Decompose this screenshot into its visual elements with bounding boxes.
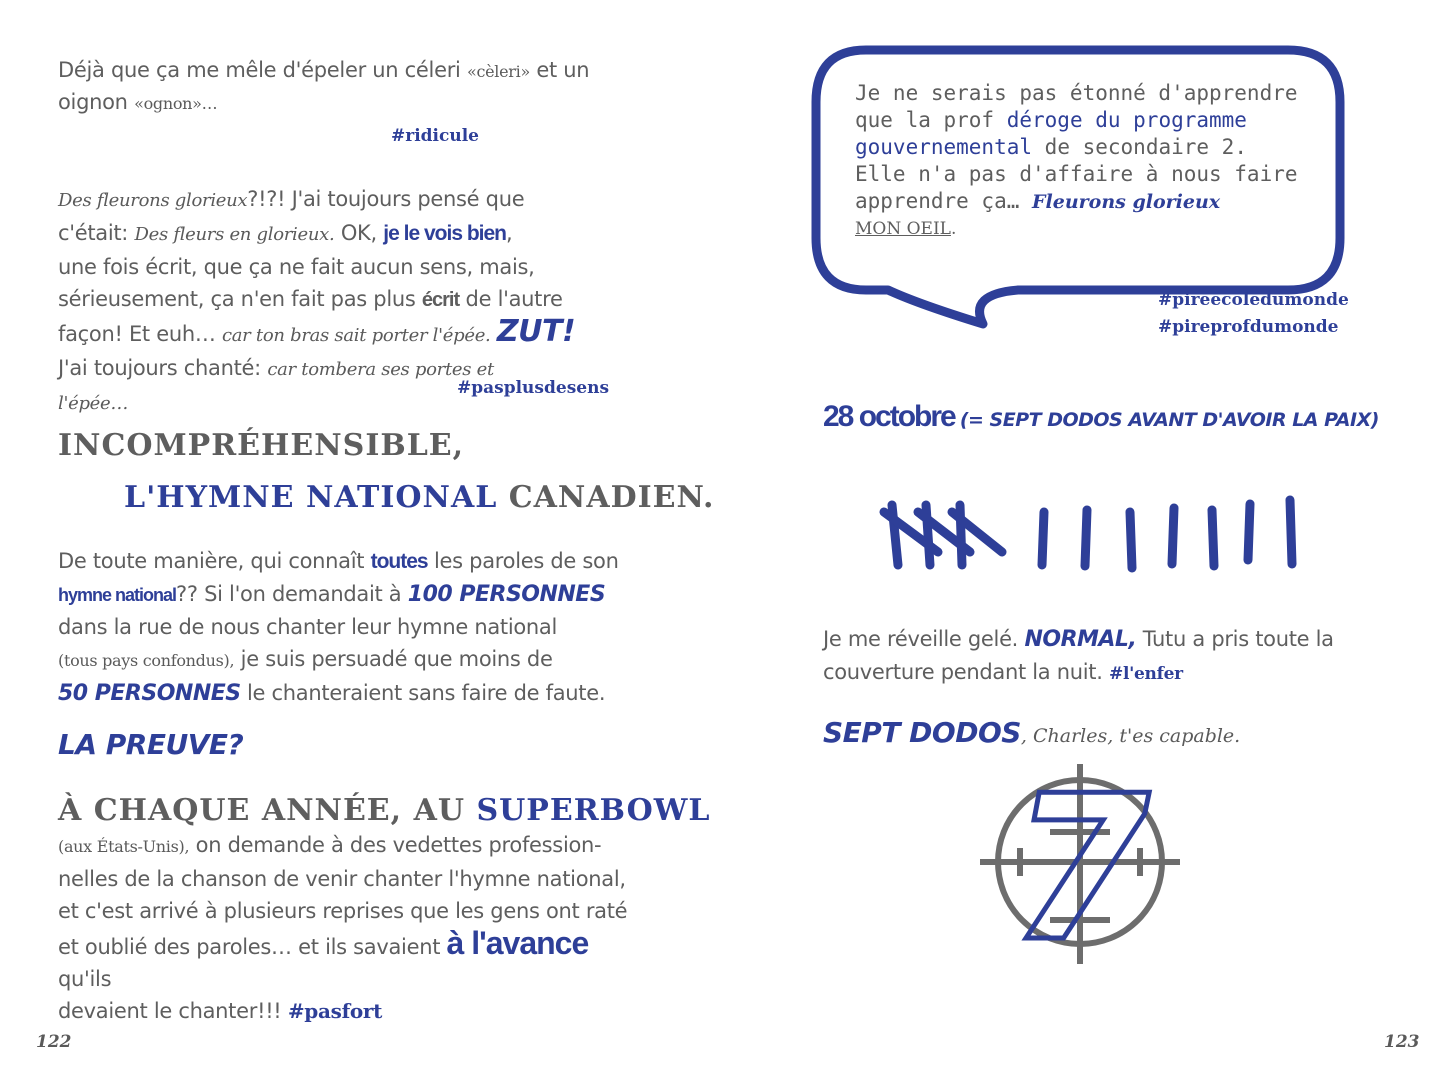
paragraph-superbowl: (aux États-Unis), on demande à des vedettes profession- nelles de la chanson de venir chanter l'hymne national, et c'est arrivé à plusieurs reprises que les gens ont raté et oublié des paroles… et ils savaient à l'avance qu'ils devaient le chanter!!! #pasfort	[58, 833, 628, 1023]
tally-marks	[872, 490, 1312, 580]
target-number: 7	[1010, 760, 1150, 970]
heading-hymne-national: L'HYMNE NATIONAL CANADIEN.	[124, 480, 715, 515]
date-heading: 28 octobre (= SEPT DODOS AVANT D'AVOIR LA PAIX)	[823, 400, 1379, 433]
heading-superbowl: À CHAQUE ANNÉE, AU SUPERBOWL	[58, 793, 711, 828]
paragraph-reveille: Je me réveille gelé. NORMAL, Tutu a pris toute la couverture pendant la nuit. #l'enfer	[823, 627, 1334, 684]
tally-mark	[1212, 510, 1214, 566]
hashtag-ridicule: #ridicule	[391, 126, 479, 146]
paragraph-fleurons: Des fleurons glorieux?!?! J'ai toujours pensé que c'était: Des fleurs en glorieux. OK, je le vois bien, une fois écrit, que ça ne fait aucun sens, mais, sérieusement, ça n'en fait pas plus écrit de l'autre façon! Et euh… car ton bras sait porter l'épée. ZUT! J'ai toujours chanté: car tombera ses portes et l'épée…	[58, 187, 576, 414]
page-number-right: 123	[1384, 1032, 1420, 1052]
bubble-text: Je ne serais pas étonné d'apprendre que la prof déroge du programme gouvernemental de secondaire 2. Elle n'a pas d'affaire à nous faire apprendre ça… Fleurons glorieux MON OEIL.	[855, 81, 1298, 239]
paragraph-sept-dodos: SEPT DODOS, Charles, t'es capable.	[823, 716, 1241, 749]
heading-incomprehensible: INCOMPRÉHENSIBLE,	[58, 428, 465, 463]
tally-mark	[1290, 500, 1292, 564]
heading-la-preuve: LA PREUVE?	[58, 728, 244, 761]
tally-mark	[1085, 510, 1087, 566]
hashtag-pireecole: #pireécoledumonde	[1158, 290, 1349, 310]
hashtag-pireprof: #pireprofdumonde	[1158, 317, 1339, 337]
tally-mark	[1172, 508, 1174, 564]
paragraph-hymne: De toute manière, qui connaît toutes les paroles de son hymne national?? Si l'on demandait à 100 PERSONNES dans la rue de nous chanter leur hymne national (tous pays confondus), je suis persuadé que moins de 50 PERSONNES le chanteraient sans faire de faute.	[58, 549, 619, 706]
tally-mark	[1042, 512, 1044, 565]
hashtag-pasplusdesens: #pasplusdesens	[457, 378, 610, 398]
page-number-left: 122	[36, 1032, 72, 1052]
tally-mark	[1130, 512, 1132, 568]
paragraph-celeri: Déjà que ça me mêle d'épeler un céleri «cèleri» et un oignon «ognon»…	[58, 58, 590, 114]
tally-mark	[1248, 504, 1250, 560]
crosshair-target-icon	[975, 760, 1185, 970]
